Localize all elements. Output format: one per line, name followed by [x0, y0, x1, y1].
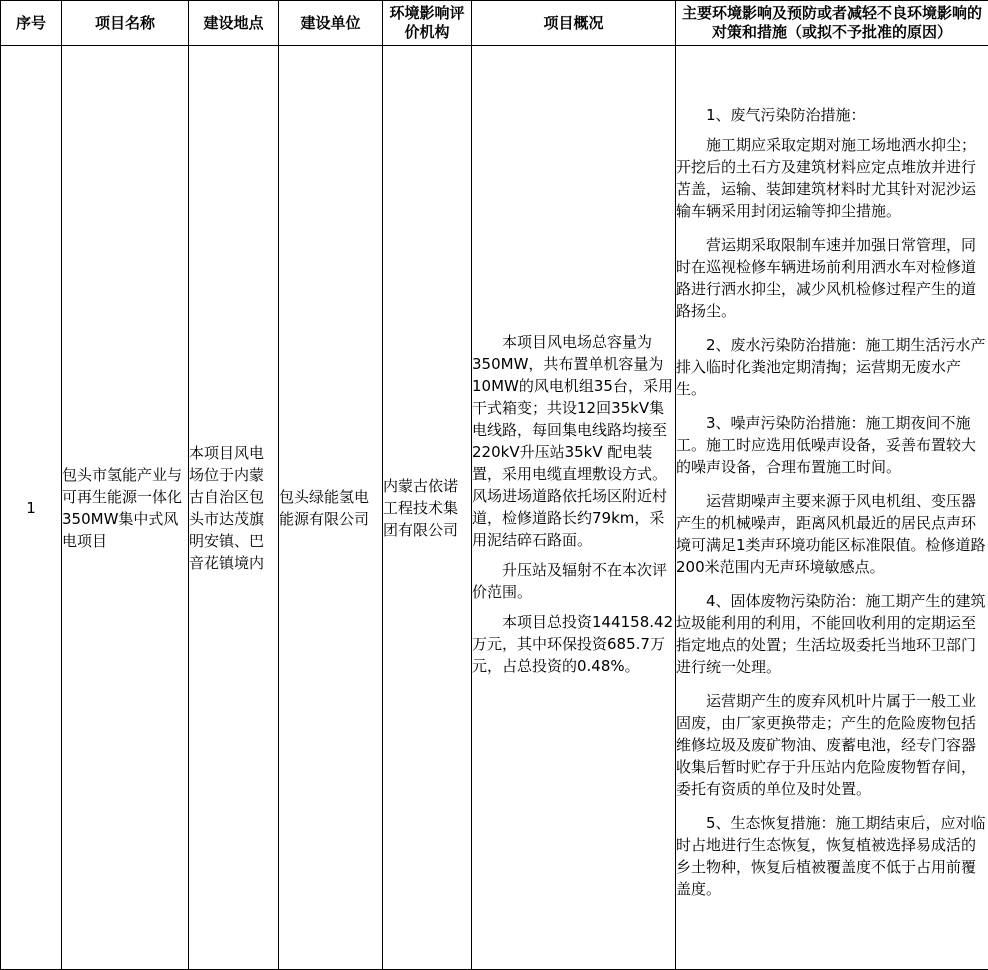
measures-paragraph: 2、废水污染防治措施：施工期生活污水产排入临时化粪池定期清掏；运营期无废水产生。 [676, 334, 988, 400]
header-project-name: 项目名称 [62, 1, 189, 46]
measures-paragraph: 5、生态恢复措施：施工期结束后，应对临时占地进行生态恢复，恢复植被选择易成活的乡土物种，恢复后植被覆盖度不低于占用前覆盖度。 [676, 812, 988, 900]
measures-paragraph: 1、废气污染防治措施： [676, 104, 988, 126]
cell-location: 本项目风电场位于内蒙古自治区包头市达茂旗明安镇、巴音花镇境内 [189, 46, 279, 970]
table-header-row [1, 1, 988, 46]
cell-overview [472, 46, 676, 970]
header-measures: 主要环境影响及预防或者减轻不良环境影响的对策和措施（或拟不予批准的原因） [676, 1, 988, 46]
header-overview: 项目概况 [472, 1, 676, 46]
measures-paragraph: 营运期采取限制车速并加强日常管理，同时在巡视检修车辆进场前利用洒水车对检修道路进行洒水抑尘，减少风机检修过程产生的道路扬尘。 [676, 234, 988, 322]
header-evaluator: 环境影响评价机构 [383, 1, 472, 46]
measures-paragraph: 运营期噪声主要来源于风电机组、变压器产生的机械噪声，距离风机最近的居民点声环境可满足1类声环境功能区标准限值。检修道路200米范围内无声环境敏感点。 [676, 490, 988, 578]
measures-paragraph: 运营期产生的废弃风机叶片属于一般工业固废，由厂家更换带走；产生的危险废物包括维修垃圾及废矿物油、废蓄电池，经专门容器收集后暂时贮存于升压站内危险废物暂存间，委托有资质的单位及时处置。 [676, 690, 988, 800]
overview-paragraph: 本项目风电场总容量为350MW，共布置单机容量为10MW的风电机组35台，采用干式箱变；共设12回35kV集电线路，每回集电线路均接至220kV升压站35kV 配电装置，采用电缆直埋敷设方式。风场进场道路依托场区附近村道，检修道路长约79km，采用泥结碎石路面。 [472, 331, 675, 551]
measures-paragraph: 4、固体废物污染防治：施工期产生的建筑垃圾能利用的利用，不能回收利用的定期运至指定地点的处置；生活垃圾委托当地环卫部门进行统一处理。 [676, 590, 988, 678]
header-builder: 建设单位 [279, 1, 383, 46]
cell-measures [676, 46, 988, 970]
cell-evaluator: 内蒙古依诺工程技术集团有限公司 [383, 46, 472, 970]
cell-project-name: 包头市氢能产业与可再生能源一体化350MW集中式风电项目 [62, 46, 189, 970]
measures-paragraph: 3、噪声污染防治措施：施工期夜间不施工。施工时应选用低噪声设备，妥善布置较大的噪声设备，合理布置施工时间。 [676, 412, 988, 478]
cell-builder: 包头绿能氢电能源有限公司 [279, 46, 383, 970]
header-no: 序号 [1, 1, 62, 46]
table-row [1, 46, 988, 970]
overview-paragraph: 本项目总投资144158.42万元，其中环保投资685.7万元，占总投资的0.48%。 [472, 611, 675, 677]
measures-paragraph: 施工期应采取定期对施工场地洒水抑尘；开挖后的土石方及建筑材料应定点堆放并进行苫盖，运输、装卸建筑材料时尤其针对泥沙运输车辆采用封闭运输等抑尘措施。 [676, 134, 988, 222]
header-location: 建设地点 [189, 1, 279, 46]
cell-no: 1 [1, 46, 62, 970]
overview-paragraph: 升压站及辐射不在本次评价范围。 [472, 559, 675, 603]
